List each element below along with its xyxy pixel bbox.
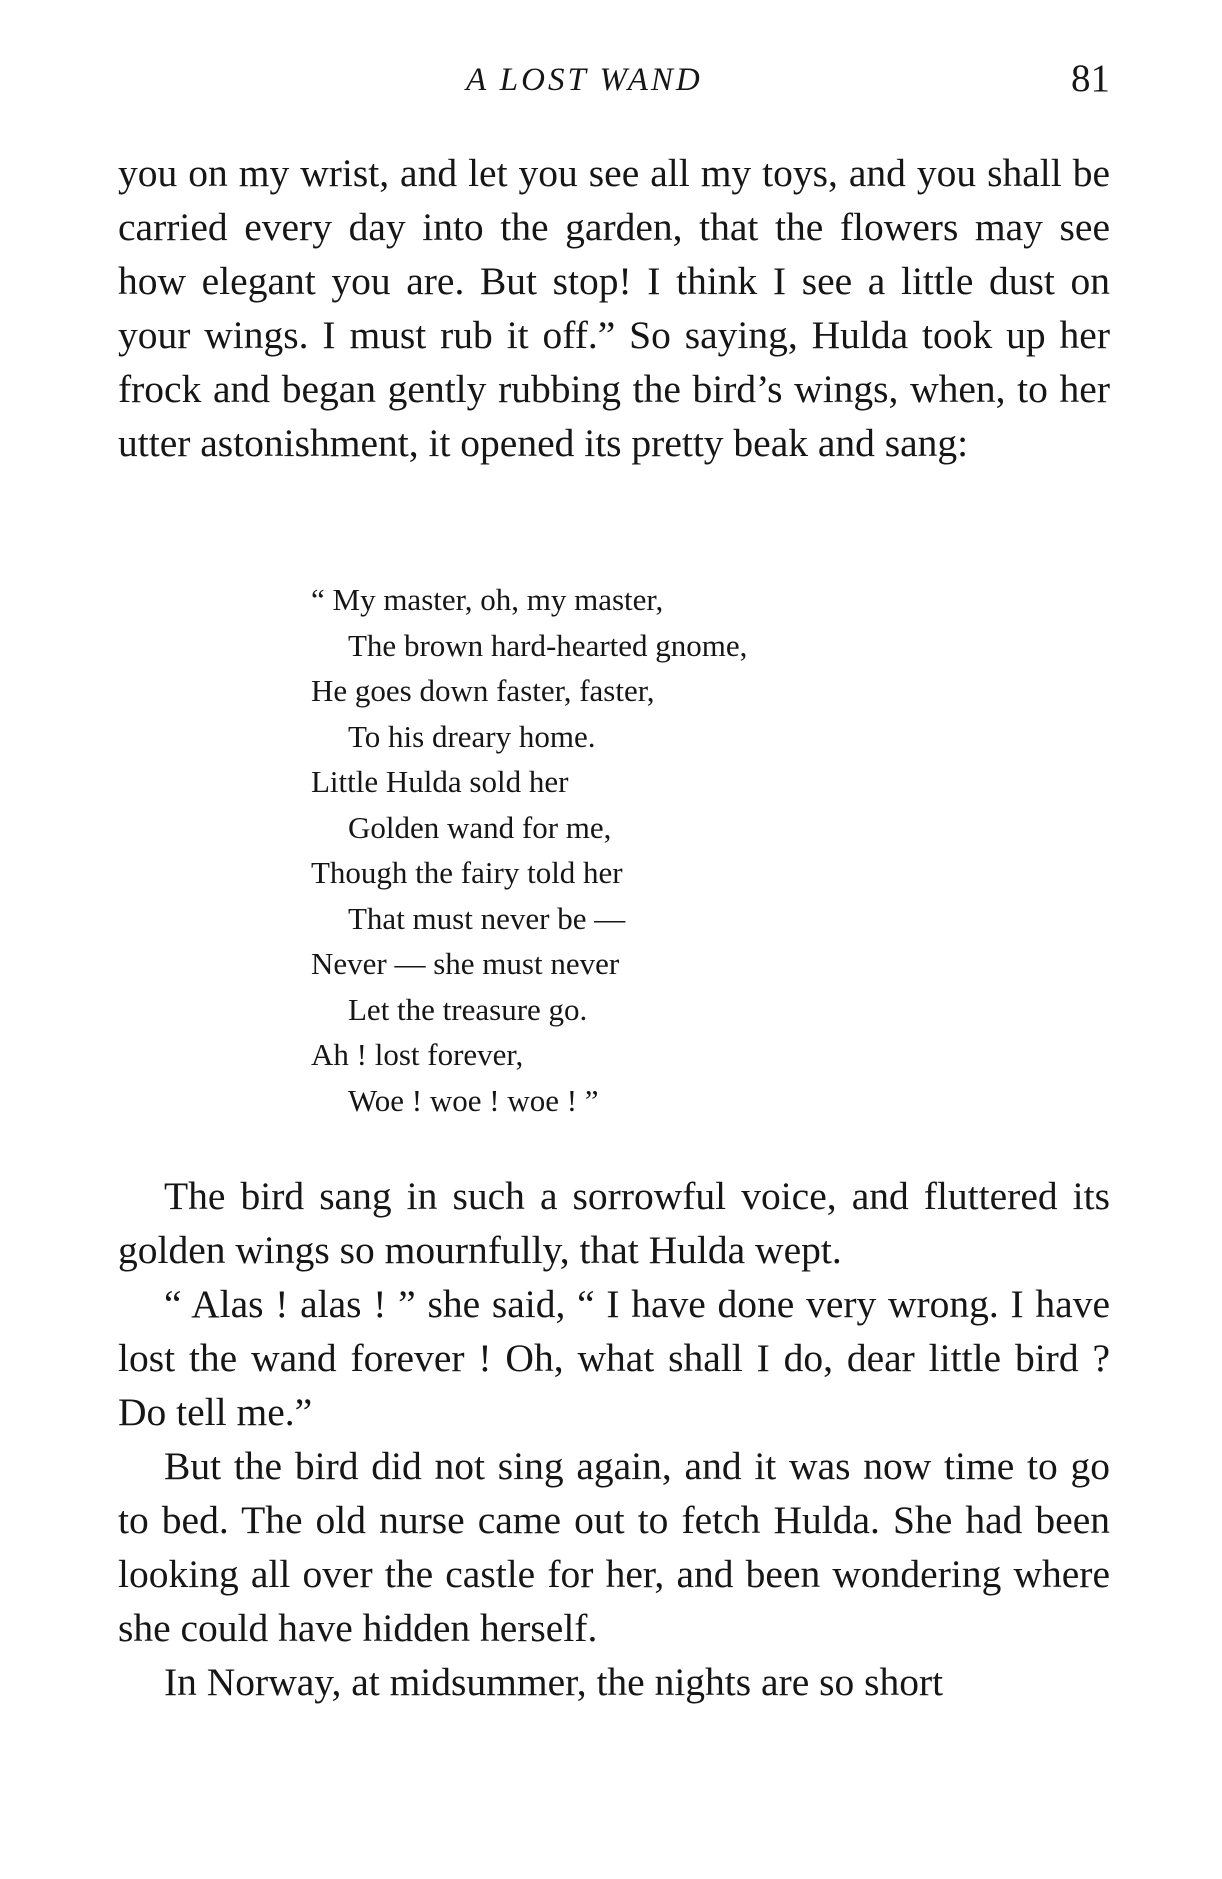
poem-line: Never — she must never: [311, 946, 620, 981]
poem-line: Ah ! lost forever,: [311, 1037, 524, 1072]
paragraph: you on my wrist, and let you see all my toys, and you shall be carried every day into the garden, that the flowers may see how elegant you are. But stop! I think I see a little dust on your wings. I must rub it off.” So saying, Hulda took up her frock and began gently rubbing the bird’s wings, when, to her utter astonishment, it opened its pretty beak and sang:: [118, 151, 1110, 465]
poem-line: The brown hard-hearted gnome,: [348, 627, 748, 663]
poem-line: Let the treasure go.: [348, 991, 588, 1027]
poem-line: He goes down faster, faster,: [311, 673, 655, 708]
paragraph: But the bird did not sing again, and it was now time to go to bed. The old nurse came out to fetch Hulda. She had been looking all over the castle for her, and been wondering where she could have hidden herself.: [118, 1444, 1110, 1650]
body-text-bottom: [118, 1169, 1110, 1709]
body-text-top: [118, 146, 1110, 470]
paragraph: “ Alas ! alas ! ” she said, “ I have done very wrong. I have lost the wand forever ! Oh, what shall I do, dear little bird ? Do tell me.”: [118, 1282, 1110, 1434]
poem-line: Golden wand for me,: [348, 809, 612, 845]
poem-line: Woe ! woe ! woe ! ”: [348, 1082, 599, 1118]
chapter-title: A LOST WAND: [466, 62, 703, 98]
poem-line: “ My master, oh, my master,: [311, 582, 664, 617]
paragraph: In Norway, at midsummer, the nights are so short: [164, 1660, 944, 1704]
poem-line: That must never be —: [348, 900, 626, 936]
poem-line: Though the fairy told her: [311, 855, 623, 890]
poem-line: To his dreary home.: [348, 718, 596, 754]
page-number: 81: [1071, 57, 1110, 100]
paragraph: The bird sang in such a sorrowful voice, and fluttered its golden wings so mournfully, that Hulda wept.: [118, 1174, 1110, 1272]
poem: [311, 577, 747, 1123]
poem-line: Little Hulda sold her: [311, 764, 569, 799]
running-head: [118, 56, 1110, 106]
